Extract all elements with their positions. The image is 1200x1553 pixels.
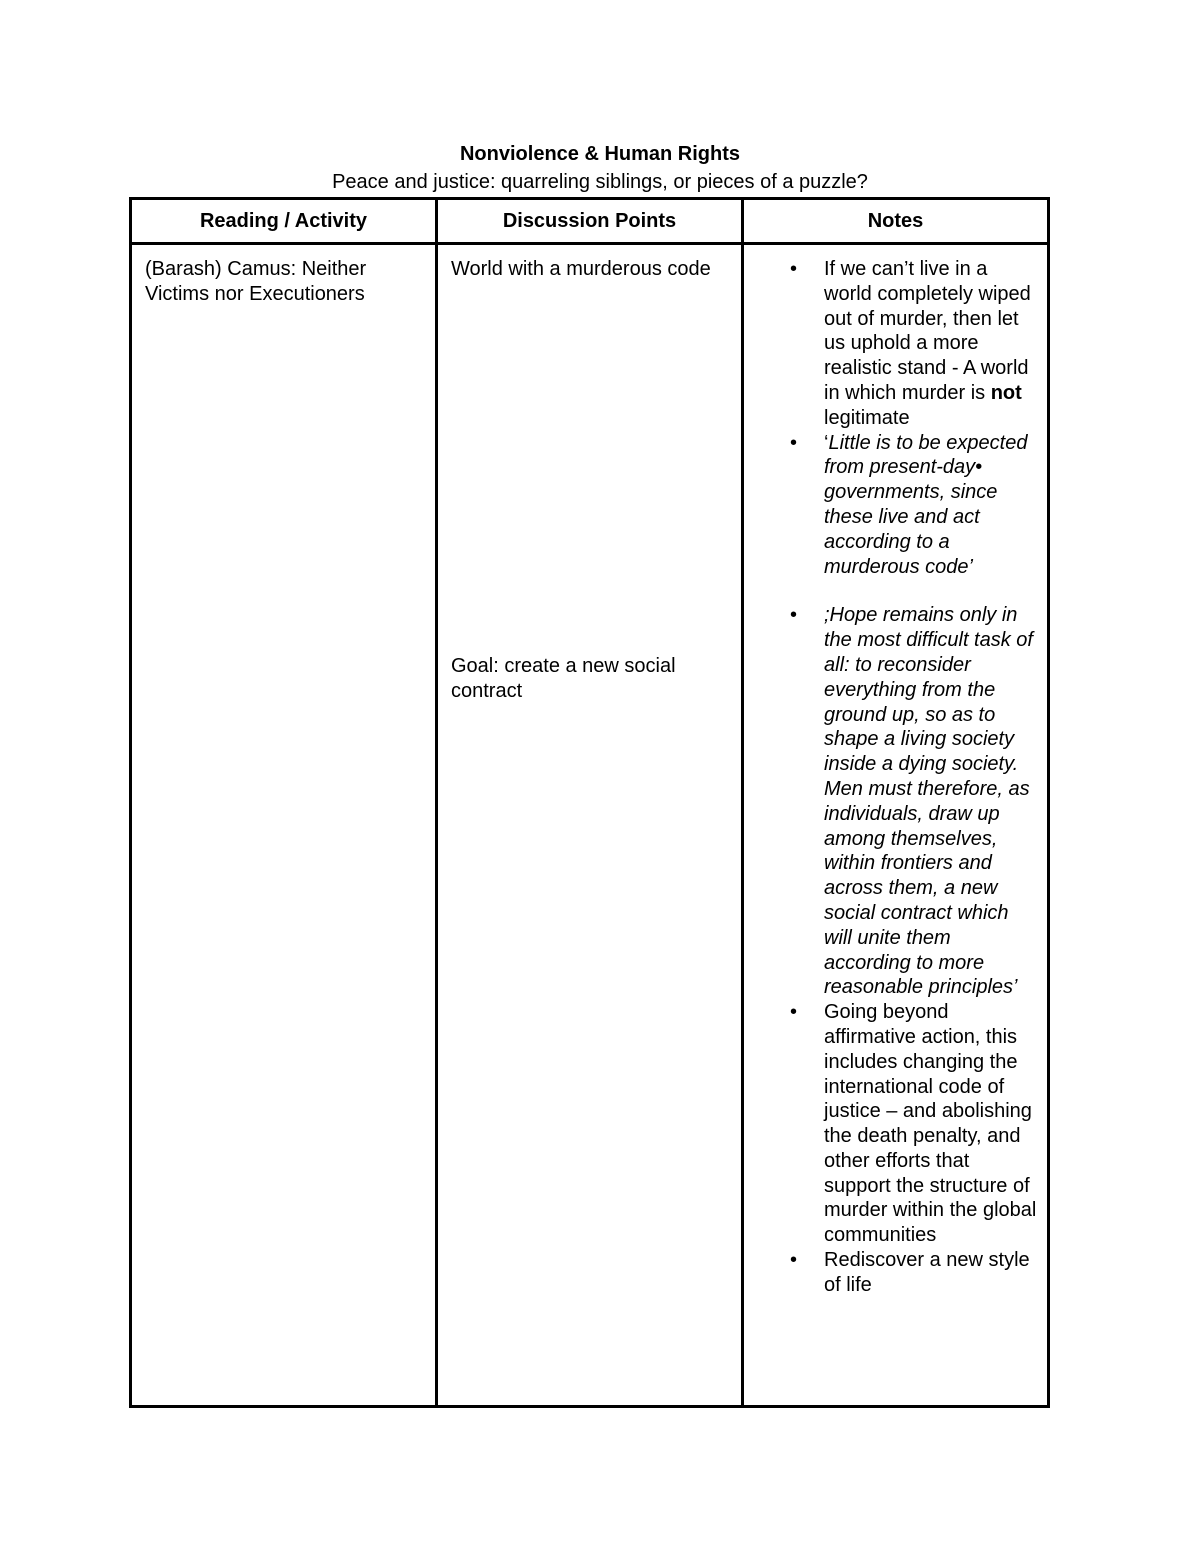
header-reading-activity: Reading / Activity bbox=[131, 199, 437, 244]
reading-cell bbox=[131, 244, 437, 1407]
note-text: Rediscover a new style of life bbox=[824, 1249, 1030, 1296]
notes-spacer bbox=[757, 579, 1037, 603]
header-notes: Notes bbox=[743, 199, 1049, 244]
list-item bbox=[757, 1248, 1037, 1298]
note-text-end: legitimate bbox=[824, 406, 910, 429]
table-row bbox=[131, 244, 1049, 1407]
list-item bbox=[757, 1000, 1037, 1248]
discussion-cell bbox=[437, 244, 743, 1407]
reading-text: (Barash) Camus: Neither Victims nor Executioners bbox=[145, 258, 367, 305]
note-text: If we can’t live in a world completely wiped out of murder, then let us uphold a more realistic stand - A world in which murder is bbox=[824, 258, 1031, 404]
header-discussion-points: Discussion Points bbox=[437, 199, 743, 244]
note-quote: ;Hope remains only in the most difficult task of all: to reconsider everything from the ground up, so as to shape a living society inside a dying society. Men must therefore, as individuals, draw up among themselves, within frontiers and across them, a new social contract which will unite them according to more reasonable principles’ bbox=[824, 604, 1033, 999]
bullet-icon: • bbox=[790, 431, 798, 454]
table-header-row bbox=[131, 199, 1049, 244]
bullet-icon: • bbox=[790, 604, 798, 627]
note-quote: Little is to be expected from present-day• governments, since these live and act according to a murderous code’ bbox=[824, 431, 1028, 578]
notes-table bbox=[129, 197, 1050, 1408]
bullet-icon: • bbox=[790, 258, 798, 280]
list-item bbox=[757, 603, 1037, 1000]
discussion-point-2: Goal: create a new social contract bbox=[451, 654, 676, 702]
bullet-icon: • bbox=[790, 1001, 798, 1024]
note-text: Going beyond affirmative action, this includes changing the international code of justice – and abolishing the death penalty, and other efforts that support the structure of murder within the global communities bbox=[824, 1001, 1037, 1247]
list-item bbox=[757, 431, 1037, 580]
note-emphasis: not bbox=[990, 381, 1022, 404]
bullet-icon: • bbox=[790, 1249, 798, 1272]
page-subtitle: Peace and justice: quarreling siblings, or pieces of a puzzle? bbox=[332, 171, 868, 193]
quote-mark: ‘ bbox=[824, 431, 829, 454]
notes-list-group-1 bbox=[757, 257, 1037, 579]
discussion-spacer bbox=[451, 282, 731, 654]
list-item bbox=[757, 257, 1037, 431]
notes-cell bbox=[743, 244, 1049, 1407]
notes-list-group-2 bbox=[757, 603, 1037, 1297]
discussion-point-1: World with a murderous code bbox=[451, 258, 711, 280]
page-title: Nonviolence & Human Rights bbox=[459, 143, 741, 165]
